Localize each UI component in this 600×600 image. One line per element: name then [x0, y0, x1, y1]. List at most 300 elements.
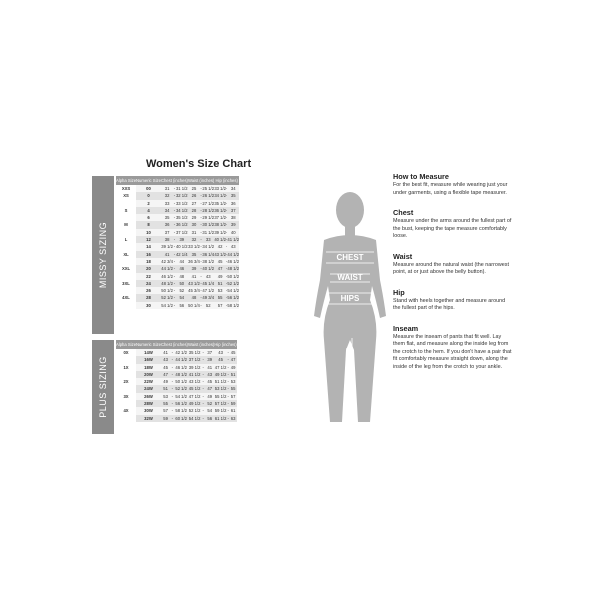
alpha-size-cell: 4X: [116, 407, 136, 414]
chest-dash: -: [171, 415, 174, 421]
numeric-size-cell: 18W: [136, 364, 161, 371]
alpha-size-cell: [116, 415, 136, 422]
chest-max-cell: 35 1/2: [175, 215, 188, 221]
chest-dash: -: [173, 295, 176, 301]
hip-dash: -: [227, 379, 229, 385]
waist-dash: -: [202, 401, 204, 407]
chest-dash: -: [173, 266, 176, 272]
chest-min-cell: 38: [161, 236, 173, 243]
waist-title: Waist: [393, 251, 413, 261]
hip-dash: -: [225, 215, 228, 221]
waist-min-cell: 39: [188, 265, 200, 272]
waist-dash: -: [200, 207, 202, 213]
waist-dash: -: [202, 386, 204, 392]
size-row: [116, 407, 237, 414]
numeric-size-cell: 32W: [136, 415, 161, 422]
alpha-size-header: Alpha Size: [116, 342, 137, 347]
waist-dash: -: [200, 280, 202, 286]
waist-dash: -: [200, 222, 202, 228]
waist-max-cell: 40 1/2: [202, 266, 215, 272]
alpha-size-cell: [116, 287, 136, 294]
hip-max-cell: 45: [230, 350, 236, 355]
chest-min-cell: 48 1/2: [161, 280, 173, 286]
waist-max-cell: 56: [205, 415, 214, 422]
numeric-size-cell: 24W: [136, 385, 161, 392]
hip-max-cell: 53: [230, 379, 236, 385]
measuring-guide: [393, 172, 513, 382]
alpha-size-cell: S: [116, 207, 136, 214]
chest-max-cell: 58 1/2: [175, 408, 188, 414]
hip-max-cell: 35: [227, 192, 239, 199]
numeric-size-cell: 14W: [136, 349, 161, 356]
chest-min-cell: 53: [161, 393, 170, 400]
numeric-size-cell: 10: [136, 229, 161, 236]
waist-dash: -: [200, 186, 202, 191]
plus-size-table: [116, 340, 237, 422]
chest-header: Chest (inches): [160, 342, 188, 347]
hip-min-cell: 55 1/2: [214, 393, 227, 399]
hip-min-cell: 42: [214, 243, 226, 250]
hip-dash: -: [225, 186, 228, 191]
waist-dash: -: [202, 357, 204, 363]
alpha-size-cell: XXS: [116, 185, 136, 192]
waist-max-cell: 30 1/2: [202, 222, 215, 228]
waist-dash: -: [200, 251, 202, 257]
waist-min-cell: 39 1/2: [188, 364, 201, 370]
hip-dash: -: [225, 229, 228, 235]
chest-max-cell: 37 1/2: [175, 229, 188, 235]
hip-max-cell: 47: [230, 357, 236, 363]
chest-dash: -: [173, 237, 176, 243]
hip-max-cell: 38: [227, 214, 239, 221]
waist-max-cell: 47: [205, 385, 214, 392]
size-row: [116, 229, 239, 236]
hip-min-cell: 53 1/2: [214, 386, 227, 392]
hip-min-cell: 49: [214, 273, 226, 280]
numeric-size-cell: 6: [136, 214, 161, 221]
chest-dash: -: [173, 258, 176, 264]
chest-min-cell: 32: [161, 192, 173, 199]
numeric-size-cell: 20: [136, 265, 161, 272]
waist-max-cell: 25 1/2: [202, 186, 215, 191]
numeric-size-cell: 12: [136, 236, 161, 243]
chest-dash: -: [173, 280, 176, 286]
size-row: [116, 385, 237, 392]
size-row: [116, 356, 237, 363]
alpha-size-cell: [116, 400, 136, 407]
inseam-label: INSEAM: [344, 348, 351, 374]
hip-dash: -: [227, 415, 229, 421]
chest-max-cell: 40 1/2: [175, 244, 188, 250]
chest-min-cell: 43: [161, 356, 170, 363]
chest-dash: -: [171, 393, 174, 399]
hip-min-cell: 39 1/2: [214, 229, 226, 235]
hip-title: Hip: [393, 287, 405, 297]
waist-min-cell: 37 1/2: [188, 357, 201, 363]
chest-min-cell: 49: [161, 378, 170, 385]
alpha-size-cell: 0X: [116, 349, 136, 356]
waist-min-cell: 30: [188, 221, 200, 228]
hip-max-cell: 63: [230, 415, 236, 421]
waist-dash: -: [200, 244, 202, 250]
numeric-size-cell: 00: [136, 185, 161, 192]
size-row: [116, 214, 239, 221]
chest-min-cell: 33: [161, 200, 173, 207]
hip-min-cell: 35 1/2: [214, 200, 226, 206]
alpha-size-cell: [116, 356, 136, 363]
hip-max-cell: 43: [227, 243, 239, 250]
chest-max-cell: 52 1/2: [175, 386, 188, 392]
chest-dash: -: [171, 408, 174, 414]
waist-dash: -: [200, 266, 202, 272]
numeric-size-cell: 22W: [136, 378, 161, 385]
waist-max-cell: 28 1/2: [202, 207, 215, 213]
alpha-size-cell: 3X: [116, 393, 136, 400]
waist-min-cell: 31: [188, 229, 200, 236]
numeric-size-header: Numeric Size: [136, 342, 161, 347]
waist-header: Waist (inches): [187, 178, 215, 183]
hip-max-cell: 57: [230, 393, 236, 399]
size-row: [116, 364, 237, 371]
size-row: [116, 378, 237, 385]
waist-dash: -: [200, 295, 202, 301]
hips-label: HIPS: [340, 294, 360, 303]
waist-dash: -: [202, 350, 204, 355]
chest-min-cell: 51: [161, 385, 170, 392]
waist-dash: -: [200, 200, 202, 206]
hip-min-cell: 45: [214, 258, 226, 265]
hip-min-cell: 43 1/2: [214, 251, 226, 257]
hip-min-cell: 59 1/2: [214, 408, 227, 414]
waist-min-cell: 27: [188, 200, 200, 207]
hip-max-cell: 46 1/2: [227, 258, 240, 264]
chest-max-cell: 56 1/2: [175, 401, 188, 407]
hip-dash: -: [227, 364, 229, 370]
hip-max-cell: 37: [227, 207, 239, 214]
alpha-size-cell: 2X: [116, 378, 136, 385]
size-row: [116, 302, 239, 309]
hip-text: Stand with heels together and measure around the fullest part of the hips.: [393, 297, 506, 311]
waist-min-cell: 32: [188, 236, 200, 243]
plus-sizing-label: PLUS SIZING: [92, 340, 114, 434]
chest-min-cell: 46 1/2: [161, 273, 173, 279]
waist-header: Waist (inches): [187, 342, 215, 347]
numeric-size-cell: 26: [136, 287, 161, 294]
numeric-size-cell: 4: [136, 207, 161, 214]
how-to-measure-title: How to Measure: [393, 172, 449, 181]
chest-dash: -: [173, 273, 176, 279]
waist-max-cell: 38 1/2: [202, 258, 215, 264]
missy-header-row: [116, 176, 239, 185]
hip-dash: -: [227, 408, 229, 414]
missy-sizing-label: MISSY SIZING: [92, 176, 114, 334]
chest-min-cell: 57: [161, 407, 170, 414]
waist-max-cell: 49 3/4: [202, 295, 215, 301]
hip-dash: -: [225, 222, 228, 228]
waist-max-cell: 41: [205, 364, 214, 371]
waist-max-cell: 45 1/4: [202, 280, 215, 286]
size-row: [116, 294, 239, 301]
waist-dash: -: [202, 379, 204, 385]
hip-dash: -: [227, 371, 229, 377]
how-to-measure-text: For the best fit, measure while wearing just your under garments, using a flexible tape measurer.: [393, 182, 508, 196]
chest-max-cell: 56: [176, 302, 188, 309]
chest-dash: -: [173, 186, 176, 191]
hip-min-cell: 51: [214, 280, 226, 287]
chest-max-cell: 46: [176, 265, 188, 272]
chest-min-cell: 47: [161, 371, 170, 378]
chest-min-cell: 44 1/2: [161, 266, 173, 272]
hip-min-cell: 33 1/2: [214, 186, 226, 191]
hip-min-cell: 43: [214, 349, 227, 356]
hip-min-cell: 38 1/2: [214, 222, 226, 228]
waist-min-cell: 43 1/2: [188, 379, 201, 385]
waist-min-cell: 28: [188, 207, 200, 214]
hip-max-cell: 52 1/2: [227, 280, 240, 286]
chest-max-cell: 42 1/4: [175, 251, 188, 257]
waist-label: WAIST: [337, 273, 363, 282]
chest-min-cell: 45: [161, 364, 170, 371]
hip-max-cell: 44 1/2: [227, 251, 240, 257]
waist-min-cell: 41 1/2: [188, 371, 201, 377]
waist-dash: -: [200, 237, 202, 243]
chest-dash: -: [173, 244, 176, 250]
chest-max-cell: 42 1/2: [175, 350, 188, 355]
size-row: [116, 273, 239, 280]
alpha-size-cell: 3XL: [116, 280, 136, 287]
waist-text: Measure around the natural waist (the narrowest point, at or just above the belly button).: [393, 261, 509, 275]
chest-max-cell: 33 1/2: [175, 200, 188, 206]
hip-min-cell: 45: [214, 356, 227, 363]
chest-min-cell: 31: [161, 185, 173, 192]
hip-max-cell: 49: [230, 364, 236, 370]
hip-max-cell: 61: [230, 408, 236, 414]
size-row: [116, 192, 239, 199]
hip-dash: -: [225, 244, 228, 250]
waist-min-cell: 41: [188, 273, 200, 280]
hip-dash: -: [227, 357, 229, 363]
waist-dash: -: [200, 258, 202, 264]
size-row: [116, 400, 237, 407]
waist-min-cell: 47 1/2: [188, 393, 201, 399]
waist-dash: -: [202, 415, 204, 421]
hip-min-cell: 34 1/2: [214, 193, 226, 199]
size-row: [116, 371, 237, 378]
chest-max-cell: 52: [176, 287, 188, 294]
numeric-size-cell: 24: [136, 280, 161, 287]
chest-dash: -: [171, 371, 174, 377]
waist-min-cell: 33 1/2: [188, 244, 200, 250]
inseam-title: Inseam: [393, 323, 419, 333]
alpha-size-cell: [116, 273, 136, 280]
hip-min-cell: 49 1/2: [214, 371, 227, 377]
chest-dash: -: [173, 222, 176, 228]
chest-dash: -: [173, 200, 176, 206]
waist-max-cell: 27 1/2: [202, 200, 215, 206]
chart-title: Women's Size Chart: [146, 158, 252, 170]
size-row: [116, 349, 237, 356]
chest-dash: -: [173, 207, 176, 213]
waist-min-cell: 35 1/2: [188, 350, 201, 355]
chest-min-cell: 37: [161, 229, 173, 236]
waist-dash: -: [200, 215, 202, 221]
hip-min-cell: 47: [214, 265, 226, 272]
hip-dash: -: [227, 393, 229, 399]
chest-min-cell: 54 1/2: [161, 302, 173, 308]
hip-max-cell: 59: [230, 401, 236, 407]
hip-dash: -: [225, 200, 228, 206]
hip-header: Hip (inches): [214, 342, 237, 347]
alpha-size-cell: [116, 258, 136, 265]
numeric-size-cell: 28W: [136, 400, 161, 407]
waist-dash: -: [200, 302, 202, 308]
hip-min-cell: 61 1/2: [214, 415, 227, 421]
chest-min-cell: 35: [161, 214, 173, 221]
hip-min-cell: 53: [214, 287, 226, 294]
size-row: [116, 207, 239, 214]
size-row: [116, 251, 239, 258]
alpha-size-cell: [116, 385, 136, 392]
waist-max-cell: 43: [205, 371, 214, 378]
chest-dash: -: [171, 401, 174, 407]
chest-max-cell: 32 1/2: [175, 193, 188, 199]
chest-dash: -: [171, 386, 174, 392]
waist-max-cell: 36 1/4: [202, 251, 215, 257]
waist-min-cell: 45 3/4: [188, 288, 200, 294]
chest-dash: -: [171, 350, 174, 355]
hip-min-cell: 37 1/2: [214, 215, 226, 221]
numeric-size-cell: 26W: [136, 393, 161, 400]
waist-max-cell: 43: [202, 273, 214, 280]
hip-max-cell: 55: [230, 386, 236, 392]
size-row: [116, 200, 239, 207]
hip-max-cell: 50 1/2: [227, 273, 240, 279]
chest-min-cell: 42 3/4: [161, 258, 173, 264]
chest-title: Chest: [393, 208, 414, 217]
alpha-size-cell: XS: [116, 192, 136, 199]
chest-text: Measure under the arms around the fullest part of the bust, keeping the tape measure comfortably loose.: [393, 218, 512, 239]
alpha-size-cell: [116, 243, 136, 250]
waist-dash: -: [202, 408, 204, 414]
waist-min-cell: 45 1/2: [188, 386, 201, 392]
plus-header-row: [116, 340, 237, 349]
alpha-size-cell: [116, 302, 136, 309]
chest-min-cell: 50 1/2: [161, 288, 173, 294]
hip-dash: -: [227, 350, 229, 355]
hip-max-cell: 41 1/2: [227, 237, 240, 243]
hip-max-cell: 58 1/2: [227, 302, 240, 308]
chest-max-cell: 50: [176, 280, 188, 287]
hip-header: Hip (inches): [215, 178, 238, 183]
waist-min-cell: 29: [188, 214, 200, 221]
alpha-size-cell: M: [116, 221, 136, 228]
waist-max-cell: 34 1/2: [202, 244, 215, 250]
hip-max-cell: 40: [227, 229, 239, 236]
waist-max-cell: 49: [205, 393, 214, 400]
size-row: [116, 393, 237, 400]
waist-dash: -: [202, 364, 204, 370]
waist-min-cell: 43 1/2: [188, 280, 200, 286]
waist-dash: -: [200, 288, 202, 294]
waist-max-cell: 33: [202, 236, 214, 243]
waist-dash: -: [202, 393, 204, 399]
waist-max-cell: 31 1/2: [202, 229, 215, 235]
hip-dash: -: [225, 207, 228, 213]
size-row: [116, 280, 239, 287]
chest-max-cell: 39: [176, 236, 188, 243]
waist-min-cell: 36 3/4: [188, 258, 200, 264]
waist-max-cell: 39: [205, 356, 214, 363]
chest-dash: -: [171, 357, 174, 363]
chest-dash: -: [173, 229, 176, 235]
numeric-size-cell: 0: [136, 192, 161, 199]
chest-min-cell: 36: [161, 221, 173, 228]
chest-max-cell: 46 1/2: [175, 364, 188, 370]
waist-max-cell: 52: [202, 302, 214, 309]
chest-min-cell: 34: [161, 207, 173, 214]
numeric-size-cell: 2: [136, 200, 161, 207]
hip-min-cell: 51 1/2: [214, 379, 227, 385]
alpha-size-cell: [116, 200, 136, 207]
chest-max-cell: 44 1/2: [175, 357, 188, 363]
alpha-size-cell: XL: [116, 251, 136, 258]
chest-min-cell: 41: [161, 349, 170, 356]
alpha-size-cell: [116, 371, 136, 378]
chest-min-cell: 39 1/2: [161, 244, 173, 250]
waist-dash: -: [202, 371, 204, 377]
hip-max-cell: 39: [227, 221, 239, 228]
hip-dash: -: [227, 401, 229, 407]
hip-dash: -: [225, 193, 228, 199]
size-row: [116, 415, 237, 422]
numeric-size-cell: 16: [136, 251, 161, 258]
hip-max-cell: 34: [227, 185, 239, 192]
size-row: [116, 243, 239, 250]
hip-max-cell: 36: [227, 200, 239, 207]
waist-min-cell: 48: [188, 294, 200, 301]
chest-dash: -: [173, 302, 176, 308]
numeric-size-cell: 22: [136, 273, 161, 280]
numeric-size-cell: 20W: [136, 371, 161, 378]
alpha-size-header: Alpha Size: [116, 178, 137, 183]
chest-min-cell: 55: [161, 400, 170, 407]
chest-dash: -: [173, 215, 176, 221]
chest-max-cell: 48 1/2: [175, 371, 188, 377]
waist-min-cell: 25: [188, 185, 200, 192]
numeric-size-header: Numeric Size: [136, 178, 161, 183]
chest-max-cell: 60 1/2: [175, 415, 188, 421]
chest-dash: -: [173, 288, 176, 294]
chest-min-cell: 52 1/2: [161, 295, 173, 301]
numeric-size-cell: 16W: [136, 356, 161, 363]
chest-max-cell: 54 1/2: [175, 393, 188, 399]
waist-max-cell: 47 1/2: [202, 288, 215, 294]
chest-label: CHEST: [336, 253, 364, 262]
waist-min-cell: 52 1/2: [188, 408, 201, 414]
chest-max-cell: 44: [176, 258, 188, 265]
chest-dash: -: [171, 379, 174, 385]
missy-size-table: [116, 176, 239, 309]
chest-max-cell: 31 1/2: [175, 186, 188, 191]
size-row: [116, 185, 239, 192]
waist-max-cell: 54: [205, 407, 214, 414]
waist-min-cell: 26: [188, 192, 200, 199]
size-row: [116, 287, 239, 294]
numeric-size-cell: 8: [136, 221, 161, 228]
body-figure: [300, 190, 400, 430]
chest-min-cell: 41: [161, 251, 173, 258]
waist-max-cell: 37: [205, 349, 214, 356]
